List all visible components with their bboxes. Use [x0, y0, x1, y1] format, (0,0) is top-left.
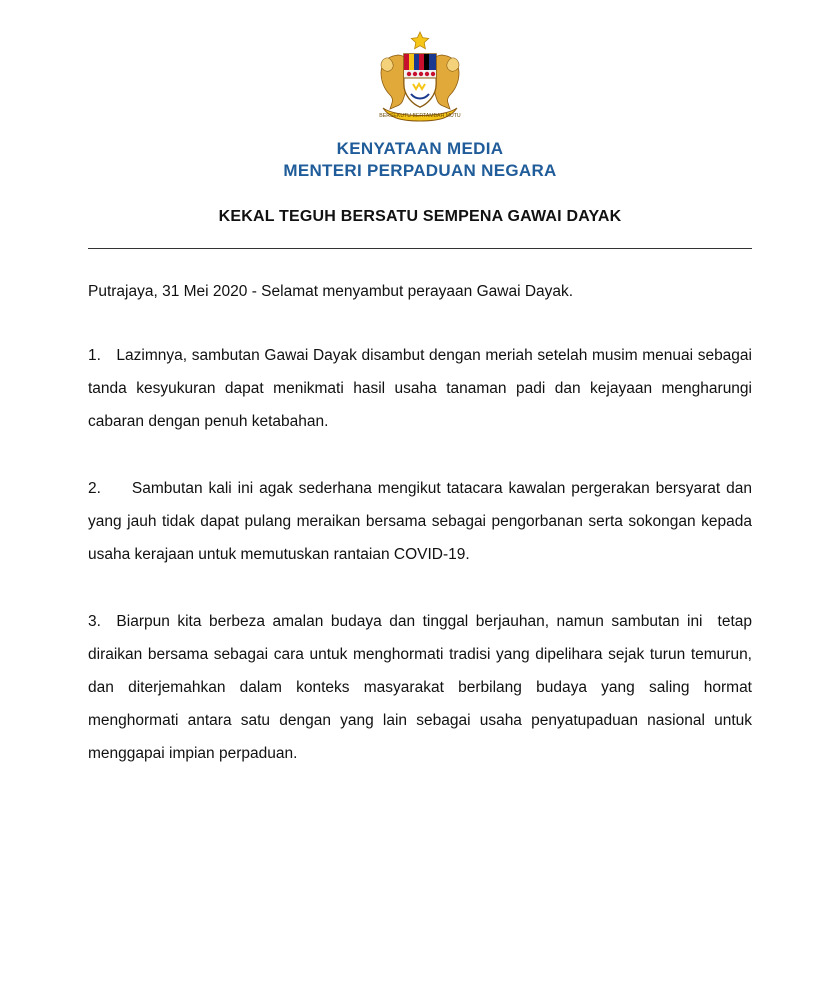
svg-text:BERSEKUTU BERTAMBAH MUTU: BERSEKUTU BERTAMBAH MUTU: [379, 113, 461, 119]
page-title: [88, 138, 752, 182]
header-line-2: MENTERI PERPADUAN NEGARA: [283, 161, 557, 180]
malaysia-coat-of-arms-icon: [361, 28, 479, 124]
paragraph-2: 2. Sambutan kali ini agak sederhana mengikut tatacara kawalan pergerakan bersyarat dan yang jauh tidak dapat pulang meraikan bersama sebagai pengorbanan serta sokongan kepada usaha kerajaan untuk memutuskan rantaian COVID-19.: [88, 480, 757, 563]
divider: [88, 248, 752, 249]
dateline: Putrajaya, 31 Mei 2020 - Selamat menyambut perayaan Gawai Dayak.: [88, 283, 574, 300]
crest-container: [88, 28, 752, 124]
paragraph-3: 3. Biarpun kita berbeza amalan budaya dan tinggal berjauhan, namun sambutan ini tetap diraikan bersama sebagai cara untuk menghormati tradisi yang dipelihara sejak turun temurun, dan diterjemahkan dalam konteks masyarakat berbilang budaya yang saling hormat menghormati antara satu dengan yang lain sebagai usaha penyatupaduan nasional untuk menggapai impian perpaduan.: [88, 613, 757, 762]
document-subject: KEKAL TEGUH BERSATU SEMPENA GAWAI DAYAK: [218, 208, 622, 225]
header-line-1: KENYATAAN MEDIA: [336, 139, 504, 158]
paragraph-1: 1. Lazimnya, sambutan Gawai Dayak disambut dengan meriah setelah musim menuai sebagai tanda kesyukuran dapat menikmati hasil usaha tanaman padi dan kejayaan mengharungi cabaran dengan penuh ketabahan.: [88, 347, 757, 430]
